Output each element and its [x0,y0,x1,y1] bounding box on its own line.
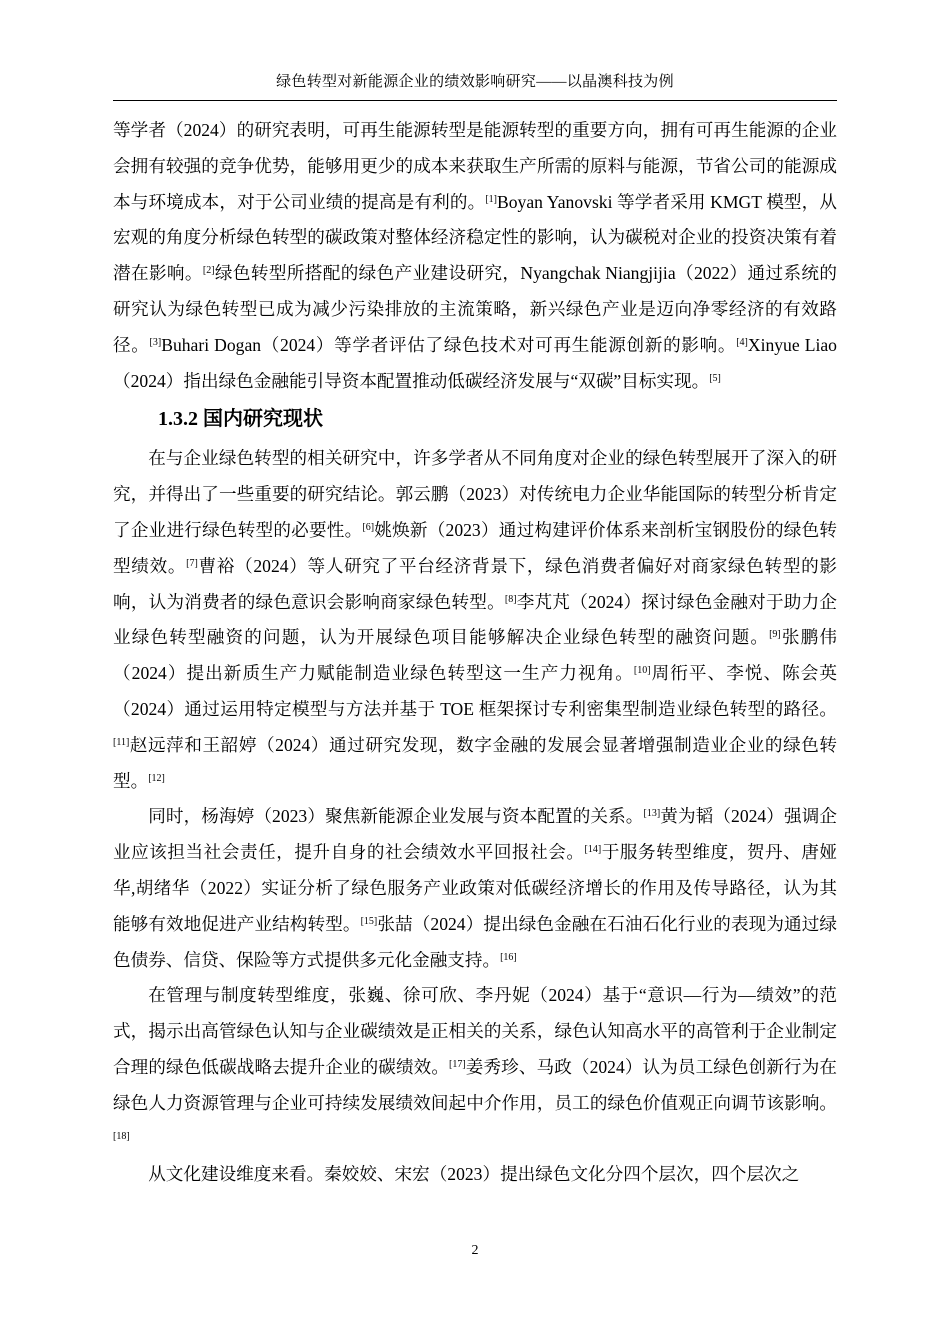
paragraph-text: 周衎平、李悦、陈会英（2024）通过运用特定模型与方法并基于 TOE 框架探讨专利密集型制造业绿色转型的路径。 [113,663,837,719]
paragraph-text: 姚焕新（2023）通过构建评价体系来剖析宝钢股份的绿色转型绩效。 [113,519,837,576]
citation-marker: [5] [709,372,721,384]
citation-marker: [11] [113,736,130,748]
paragraph-text: 于服务转型维度，贺丹、唐娅华,胡绪华（2022）实证分析了绿色服务产业政策对低碳经济增长的作用及传导路径，认为其能够有效地促进产业结构转型。 [113,842,837,934]
document-body [113,113,837,1193]
paragraph-text: Buhari Dogan（2024）等学者评估了绿色技术对可再生能源创新的影响。 [161,334,737,355]
header-rule [113,100,837,101]
paragraph-text: 等学者（2024）的研究表明，可再生能源转型是能源转型的重要方向，拥有可再生能源的企业会拥有较强的竞争优势，能够用更少的成本来获取生产所需的原料与能源，节省公司的能源成本与环境成本，对于公司业绩的提高是有利的。 [113,120,837,212]
citation-marker: [12] [148,772,165,784]
body-paragraph [113,1157,837,1193]
citation-marker: [14] [584,844,602,856]
citation-marker: [3] [149,336,162,348]
page-number: 2 [471,1243,479,1258]
paragraph-text: 姜秀珍、马政（2024）认为员工绿色创新行为在绿色人力资源管理与企业可持续发展绩效间起中介作用，员工的绿色价值观正向调节该影响。 [113,1056,837,1113]
paragraph-text: 黄为韬（2024）强调企业应该担当社会责任，提升自身的社会绩效水平回报社会。 [113,806,837,863]
citation-marker: [10] [633,665,651,677]
paragraph-text: 绿色转型所搭配的绿色产业建设研究，Nyangchak Niangjijia（2022）通过系统的研究认为绿色转型已成为减少污染排放的主流策略，新兴绿色产业是迈向净零经济的有效路径。 [113,263,837,355]
citation-marker: [16] [500,951,517,963]
citation-marker: [9] [769,629,781,641]
paragraph-text: 在管理与制度转型维度，张巍、徐可欣、李丹妮（2024）基于“意识—行为—绩效”的范式，揭示出高管绿色认知与企业碳绩效是正相关的关系，绿色认知高水平的高管利于企业制定合理的绿色低碳战略去提升企业的碳绩效。 [113,985,837,1077]
citation-marker: [8] [504,593,517,605]
paragraph-text: 张鹏伟（2024）提出新质生产力赋能制造业绿色转型这一生产力视角。 [113,627,837,684]
paragraph-text: 在与企业绿色转型的相关研究中，许多学者从不同角度对企业的绿色转型展开了深入的研究，并得出了一些重要的研究结论。郭云鹏（2023）对传统电力企业华能国际的转型分析肯定了企业进行绿色转型的必要性。 [113,448,837,540]
body-paragraph [113,978,837,1157]
section-paragraphs [113,441,837,1193]
paragraph-text: Boyan Yanovski 等学者采用 KMGT 模型，从宏观的角度分析绿色转型的碳政策对整体经济稳定性的影响，认为碳税对企业的投资决策有着潜在影响。 [113,191,837,284]
paragraph-text: 从文化建设维度来看。秦姣姣、宋宏（2023）提出绿色文化分四个层次，四个层次之 [148,1164,800,1185]
body-paragraph [113,441,837,799]
body-paragraph [113,113,837,399]
paragraph-text: 赵远萍和王韶婷（2024）通过研究发现，数字金融的发展会显著增强制造业企业的绿色转型。 [113,734,837,791]
citation-marker: [6] [362,521,375,533]
paragraph-text: 同时，杨海婷（2023）聚焦新能源企业发展与资本配置的关系。 [148,806,644,827]
citation-marker: [18] [113,1130,130,1142]
citation-marker: [7] [186,557,198,569]
citation-marker: [1] [485,193,497,205]
section-heading: 1.3.2 国内研究现状 [158,408,323,431]
paragraph-text: 张喆（2024）提出绿色金融在石油石化行业的表现为通过绿色债券、信贷、保险等方式提供多元化金融支持。 [113,913,837,970]
page-header-title: 绿色转型对新能源企业的绩效影响研究——以晶澳科技为例 [276,74,674,90]
citation-marker: [17] [449,1058,466,1070]
citation-marker: [15] [360,915,378,927]
paragraph-text: Xinyue Liao（2024）指出绿色金融能引导资本配置推动低碳经济发展与“双碳”目标实现。 [113,334,837,391]
paragraph-text: 曹裕（2024）等人研究了平台经济背景下，绿色消费者偏好对商家绿色转型的影响，认为消费者的绿色意识会影响商家绿色转型。 [113,555,837,612]
body-paragraph [113,799,837,978]
intro-paragraphs [113,113,837,399]
citation-marker: [2] [202,265,215,277]
citation-marker: [13] [643,808,661,820]
citation-marker: [4] [736,336,748,348]
paragraph-text: 李芃芃（2024）探讨绿色金融对于助力企业绿色转型融资的问题，认为开展绿色项目能够解决企业绿色转型的融资问题。 [113,591,837,648]
